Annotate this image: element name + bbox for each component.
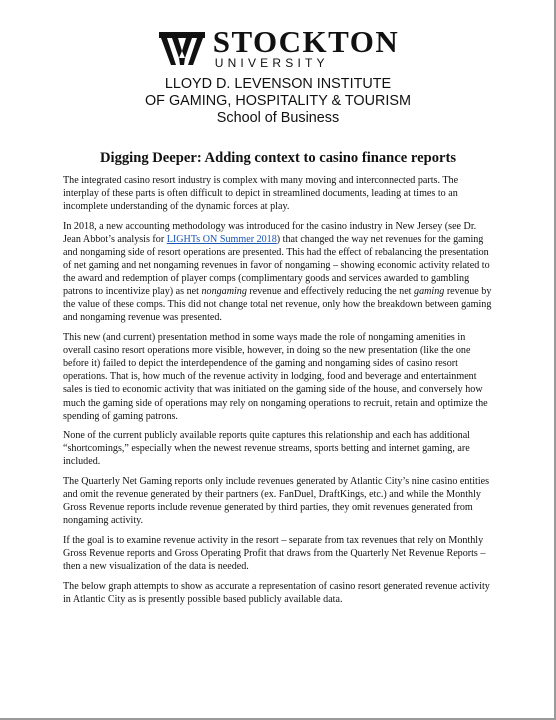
emphasis-text: gaming	[414, 286, 445, 298]
paragraph-intro: The integrated casino resort industry is complex with many moving and interconnected parts. The interplay of these parts is often difficult to depict in streamlined documents, leading at times to an incomplete understanding of the dynamic forces at play.	[63, 175, 459, 213]
document-body	[63, 174, 493, 612]
logo-subtitle: UNIVERSITY	[214, 56, 329, 70]
paragraph-shortcomings: None of the current publicly available reports quite captures this relationship and each has additional “shortcomings,” especially when the newest revenue streams, sports betting and internet gaming, are included.	[63, 430, 470, 468]
university-logo	[0, 24, 556, 70]
paragraph-text: revenue and effectively reducing the net	[246, 286, 415, 298]
emphasis-text: nongaming	[201, 286, 247, 298]
paragraph-presentation: This new (and current) presentation method in some ways made the role of nongaming amenities in overall casino resort operations more visible, however, in doing so the new presentation (like the one before it) failed to depict the interdependence of the gaming and nongaming sides of casino resort operations. That is, how much of the revenue activity in lodging, food and beverage and entertainment sales is tied to economic activity that was initiated on the gaming side of the house, and conversely how much the gaming side of operations may rely on nongaming operations to recruit, retain and optimize the spending of gaming patrons.	[63, 332, 488, 422]
paragraph-text: In 2018, a new accounting methodology was introduced for the casino industry in New Jersey (see Dr. Jean Abbot’s analysis for	[63, 220, 477, 245]
institute-line-2: OF GAMING, HOSPITALITY & TOURISM	[144, 93, 411, 109]
school-name: School of Business	[216, 110, 340, 126]
institute-header	[0, 76, 556, 127]
document-title: Digging Deeper: Adding context to casino finance reports	[99, 150, 457, 166]
paragraph-text: revenue by the value of these comps. This did not change total net revenue, only how the breakdown between gaming and nongaming revenue was presented.	[63, 286, 492, 324]
stockton-osprey-icon	[157, 29, 207, 69]
paragraph-methodology	[63, 220, 493, 325]
paragraph-text: ) that changed the way net revenues for the gaming and nongaming side of resort operations are presented. This had the effect of rebalancing the presentation of net gaming and net nongaming revenues in favor of nongaming – showing economic activity related to the award and redemption of player comps (complimentary goods and services awarded to gambling patrons to incentivize play) as net	[63, 233, 490, 298]
institute-line-1: LLOYD D. LEVENSON INSTITUTE	[164, 76, 392, 92]
paragraph-goal: If the goal is to examine revenue activity in the resort – separate from tax revenues that rely on Monthly Gross Revenue reports and Gross Operating Profit that draws from the Quarterly Net Revenue Reports – then a new visualization of the data is needed.	[63, 534, 486, 573]
lights-on-link[interactable]: LIGHTs ON Summer 2018	[166, 233, 277, 245]
paragraph-quarterly-reports: The Quarterly Net Gaming reports only include revenues generated by Atlantic City’s nine casino entities and omit the revenue generated by their partners (ex. FanDuel, DraftKings, etc.) and while the Monthly Gross Revenue reports include revenue generated by third parties, they omit revenues generated from nongaming activity.	[63, 475, 490, 527]
logo-wordmark: STOCKTON	[212, 24, 400, 59]
paragraph-graph-intro: The below graph attempts to show as accurate a representation of casino resort generated revenue activity in Atlantic City as is presently possible based publicly available data.	[63, 580, 490, 605]
